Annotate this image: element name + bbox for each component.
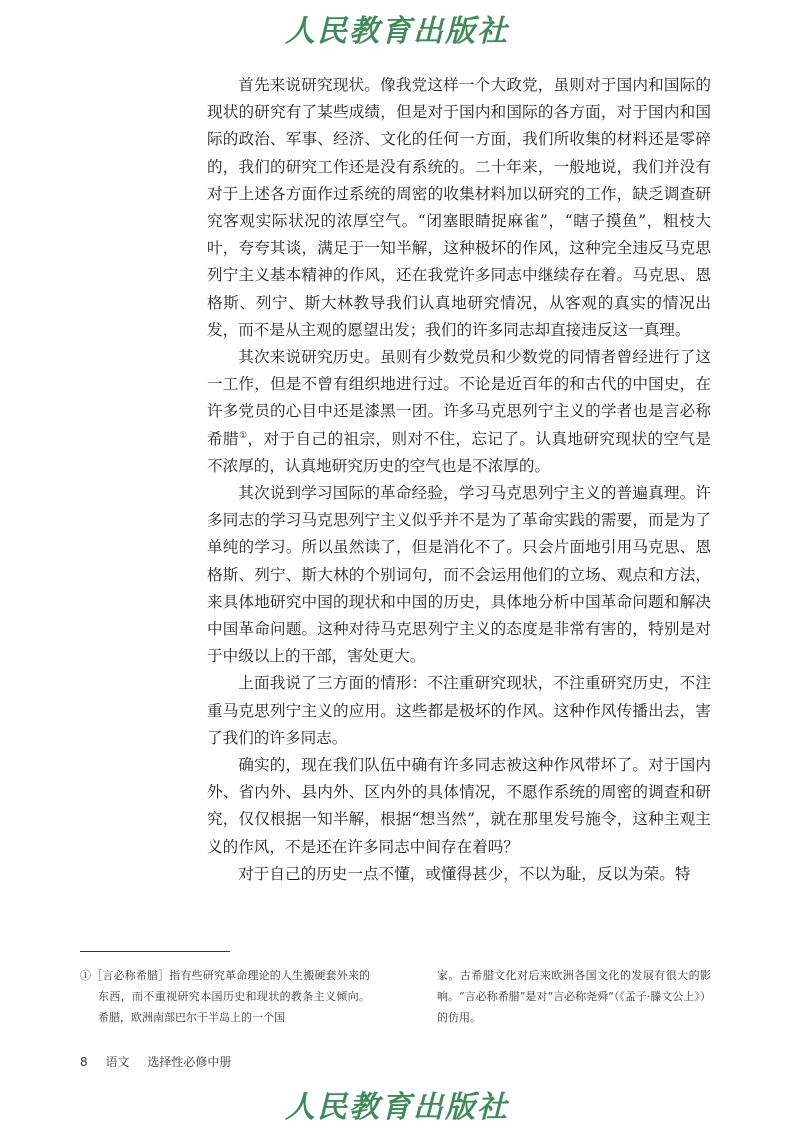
publisher-logo-bottom: 人民教育出版社: [285, 1090, 509, 1125]
subject-label: 语文: [105, 1055, 130, 1069]
footnote-divider: [80, 951, 230, 952]
main-text: [207, 72, 711, 888]
footnote-left-column: [80, 965, 370, 1028]
paragraph-text: ，对于自己的祖宗，则对不住，忘记了。认真地研究现状的空气是不浓厚的，认真地研究历史的空气也是不浓厚的。: [207, 429, 711, 475]
paragraph: 对于自己的历史一点不懂，或懂得甚少，不以为耻，反以为荣。特: [238, 864, 691, 883]
paragraph: 首先来说研究现状。像我党这样一个大政党，虽则对于国内和国际的现状的研究有了某些成绩，但是对于国内和国际的各方面，对于国内和国际的政治、军事、经济、文化的任何一方面，我们所收集的材料还是零碎的，我们的研究工作还是没有系统的。二十年来，一般地说，我们并没有对于上述各方面作过系统的周密的收集材料加以研究的工作，缺乏调查研究客观实际状况的浓厚空气。“闭塞眼睛捉麻雀”，“瞎子摸鱼”，粗枝大叶，夸夸其谈，满足于一知半解，这种极坏的作风，这种完全违反马克思列宁主义基本精神的作风，还在我党许多同志中继续存在着。马克思、恩格斯、列宁、斯大林教导我们认真地研究情况，从客观的真实的情况出发，而不是从主观的愿望出发；我们的许多同志却直接违反这一真理。: [207, 76, 711, 339]
book-title: 选择性必修中册: [147, 1055, 232, 1069]
paragraph: 确实的，现在我们队伍中确有许多同志被这种作风带坏了。对于国内外、省内外、县内外、区内外的具体情况，不愿作系统的周密的调查和研究，仅仅根据一知半解，根据“想当然”，就在那里发号施令，这种主观主义的作风，不是还在许多同志中间存在着吗？: [207, 756, 711, 856]
footnote-text: ［言必称希腊］指有些研究革命理论的人生搬硬套外来的东西，而不重视研究本国历史和现状的教条主义倾向。希腊，欧洲南部巴尔干半岛上的一个国: [91, 969, 371, 1024]
paragraph: [207, 344, 711, 480]
paragraph: 其次说到学习国际的革命经验，学习马克思列宁主义的普遍真理。许多同志的学习马克思列宁主义似乎并不是为了革命实践的需要，而是为了单纯的学习。所以虽然读了，但是消化不了。只会片面地引用马克思、恩格斯、列宁、斯大林的个别词句，而不会运用他们的立场、观点和方法，来具体地研究中国的现状和中国的历史，具体地分析中国革命问题和解决中国革命问题。这种对待马克思列宁主义的态度是非常有害的，特别是对于中级以上的干部，害处更大。: [207, 484, 711, 666]
footnote-text: 家。古希腊文化对后来欧洲各国文化的发展有很大的影响。“言必称希腊”是对“言必称尧舜”（《孟子·滕文公上》）的仿用。: [437, 969, 711, 1024]
paragraph: 上面我说了三方面的情形：不注重研究现状，不注重研究历史，不注重马克思列宁主义的应用。这些都是极坏的作风。这种作风传播出去，害了我们的许多同志。: [207, 674, 711, 747]
paragraph-text: 其次来说研究历史。虽则有少数党员和少数党的同情者曾经进行了这一工作，但是不曾有组织地进行过。不论是近百年的和古代的中国史，在许多党员的心目中还是漆黑一团。许多马克思列宁主义的学者也是言必称希腊: [207, 348, 711, 448]
footnote-reference[interactable]: ①: [239, 430, 248, 441]
publisher-logo-top: 人民教育出版社: [285, 14, 509, 49]
page-number: 8: [80, 1055, 88, 1069]
footnote-marker: ①: [80, 969, 92, 982]
footnote-right-column: [437, 965, 711, 1028]
page-footer: [80, 1053, 245, 1070]
